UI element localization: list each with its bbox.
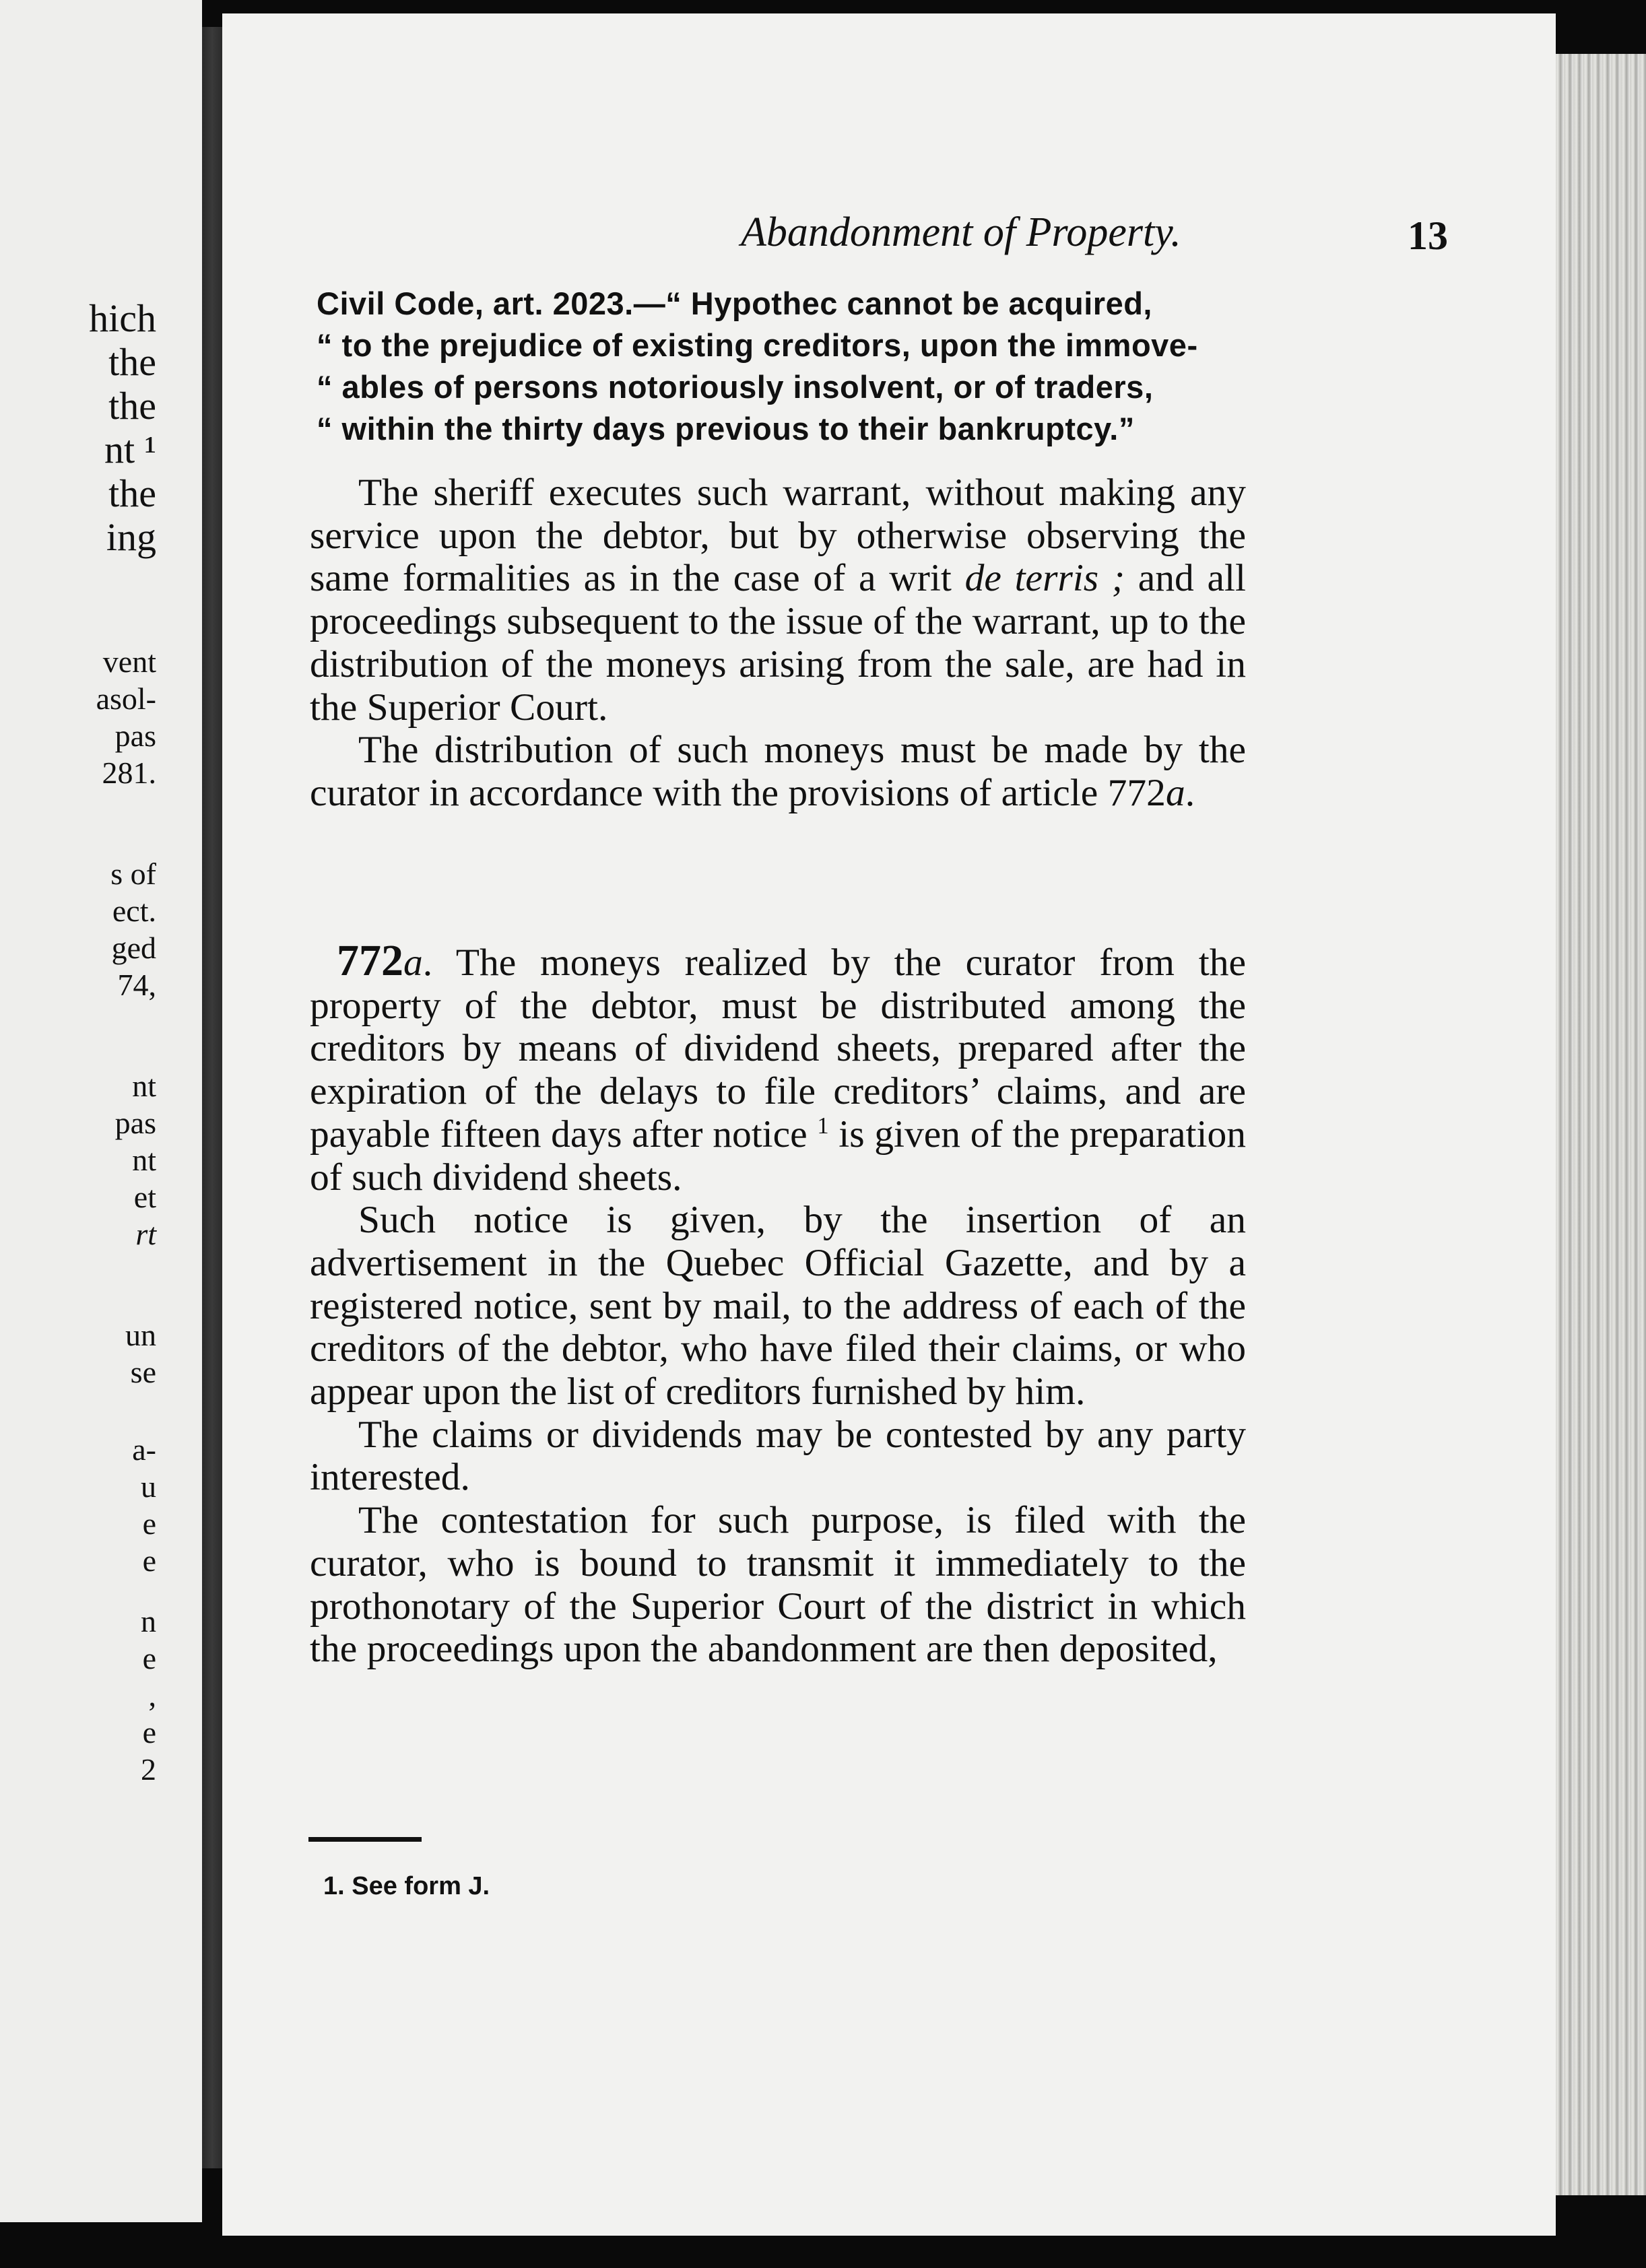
italic-term: de terris ; [964,557,1125,600]
left-text-fragment: 74, [117,968,156,1002]
article-772a-block [310,936,1246,1671]
left-text-fragment: nt [132,1143,156,1177]
left-text-fragment: the [108,471,156,515]
left-text-fragment: s of [110,857,156,891]
left-text-fragment: e [142,1715,156,1749]
left-text-fragment: e [142,1506,156,1541]
left-text-fragment: 281. [102,756,156,790]
left-text-fragment: nt ¹ [104,428,156,471]
footnote-separator [308,1837,422,1842]
page-number: 13 [1408,213,1448,258]
quote-line: “ to the prejudice of existing creditors, upon the immove- [317,327,1198,363]
article-paragraph: 772a. The moneys realized by the curator from the property of the debtor, must be distributed among the creditors by means of dividend sheets, prepared after the expiration of the delays to file creditors’ claims, and are payable fifteen days after notice $^1$ is given of the preparation of such dividend sheets. [310,936,1246,1199]
paragraph: The contestation for such purpose, is filed with the curator, who is bound to transmit it immediately to the prothonotary of the Superior Court of the district in which the proceedings upon the abandonment are then deposited, [310,1499,1246,1671]
left-text-fragment: e [142,1543,156,1578]
civil-code-quote [317,283,1239,450]
left-text-fragment: hich [89,296,156,340]
left-text-fragment: asol- [96,681,156,716]
left-page-fragment [0,0,202,2222]
paragraph: The claims or dividends may be contested by any party interested. [310,1413,1246,1499]
paragraph: The distribution of such moneys must be made by the curator in accordance with the provisions of article 772a. [310,729,1246,814]
left-text-fragment: ged [111,931,156,965]
quote-line: “ ables of persons notoriously insolvent, or of traders, [317,369,1154,405]
left-text-fragment: n [141,1604,156,1638]
running-header [519,209,1448,269]
left-text-fragment: , [148,1678,156,1712]
sheriff-paragraph-block [310,471,1246,815]
left-text-fragment: et [133,1180,156,1214]
left-text-fragment: pas [114,1106,156,1140]
footnote: 1. See form J. [323,1872,490,1900]
left-text-fragment: the [108,384,156,428]
quote-line: Civil Code, art. 2023.—“ Hypothec cannot be acquired, [317,286,1152,321]
left-text-fragment: e [142,1641,156,1675]
left-text-fragment: the [108,340,156,384]
left-text-fragment: se [130,1355,156,1389]
left-text-fragment: ect. [112,894,156,928]
left-text-fragment: ing [106,515,156,559]
paragraph: Such notice is given, by the insertion of an advertisement in the Quebec Official Gazette, and by a registered notice, sent by mail, to the address of each of the creditors of the debtor, who have filed their claims, or who appear upon the list of creditors furnished by him. [310,1199,1246,1413]
left-text-fragment: pas [114,719,156,753]
left-text-fragment: rt [135,1217,156,1251]
left-text-fragment: u [141,1469,156,1504]
left-text-fragment: 2 [141,1752,156,1787]
left-text-fragment: un [125,1318,156,1352]
footnote-ref: 1 [817,1112,829,1139]
left-text-fragment: vent [102,644,156,679]
left-text-fragment: nt [132,1069,156,1103]
article-number: 772 [337,936,403,985]
paragraph: The sheriff executes such warrant, without making any service upon the debtor, but by otherwise observing the same formalities as in the case of a writ de terris ; and all proceedings subsequent to the issue of the warrant, up to the distribution of the moneys arising from the sale, are had in the Superior Court. [310,471,1246,729]
book-page [222,13,1556,2236]
quote-line: “ within the thirty days previous to their bankruptcy.” [317,411,1135,446]
left-text-fragment: a- [132,1432,156,1467]
running-title: Abandonment of Property. [741,209,1181,255]
